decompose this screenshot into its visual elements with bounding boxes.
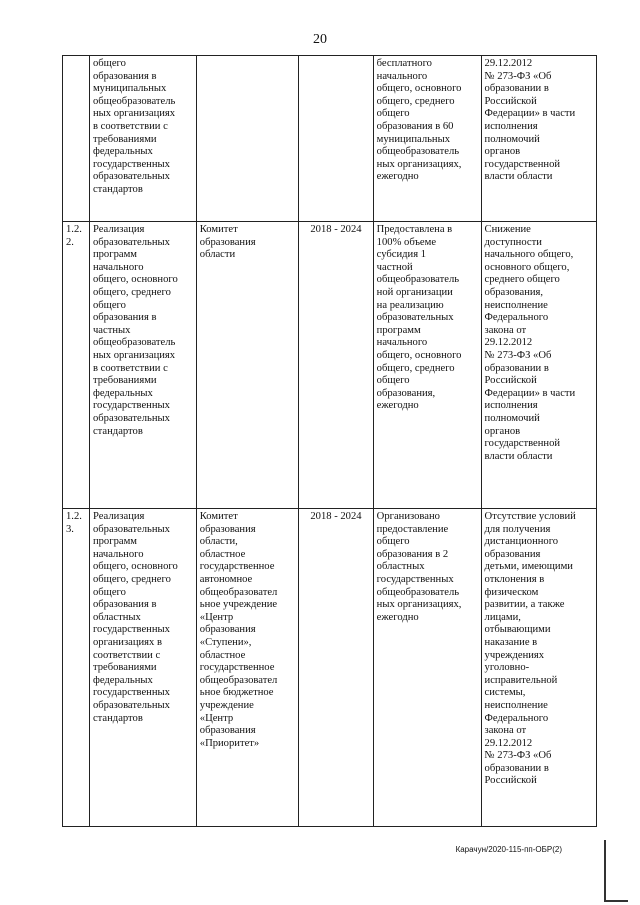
program-measures-table [62,55,597,827]
expected-result-cell: Организовано предоставление общего образования в 2 областных государственных общеобразователь ных организациях, ежегодно [373,509,481,827]
expected-result-cell: бесплатного начального общего, основного общего, среднего общего образования в 60 муниципальных общеобразователь ных организациях, ежегодно [373,56,481,222]
page-edge-mark [604,840,628,902]
executor-cell [196,56,298,222]
executor-cell: Комитет образования области [196,222,298,509]
measure-name-cell: Реализация образовательных программ начального общего, основного общего, среднего общего образования в частных общеобразователь ных организациях в соответствии с требованиями федеральных государственных образовательных стандартов [89,222,196,509]
term-cell: 2018 - 2024 [299,509,373,827]
consequences-cell: Отсутствие условий для получения дистанционного образования детьми, имеющими отклонения в физическом развитии, а также лицами, отбывающими наказание в учреждениях уголовно- исправительной системы, неисполнение Федерального закона от 29.12.2012 № 273-ФЗ «Об образовании в Российской [481,509,596,827]
consequences-cell: 29.12.2012 № 273-ФЗ «Об образовании в Российской Федерации» в части исполнения полномочий органов государственной власти области [481,56,596,222]
row-number-cell: 1.2. 2. [63,222,90,509]
table-row [63,56,597,222]
page-number: 20 [313,32,327,47]
row-number-cell: 1.2. 3. [63,509,90,827]
term-cell [299,56,373,222]
expected-result-cell: Предоставлена в 100% объеме субсидия 1 частной общеобразователь ной организации на реализацию образовательных программ начального общего, основного общего, среднего общего образования, ежегодно [373,222,481,509]
row-number-cell [63,56,90,222]
consequences-cell: Снижение доступности начального общего, основного общего, среднего общего образования, неисполнение Федерального закона от 29.12.2012 № 273-ФЗ «Об образовании в Российской Федерации» в части исполнения полномочий органов государственной власти области [481,222,596,509]
table-row [63,222,597,509]
measure-name-cell: общего образования в муниципальных общеобразователь ных организациях в соответствии с требованиями федеральных государственных образовательных стандартов [89,56,196,222]
document-code: Карачун/2020-115-пп-ОБР(2) [455,845,562,854]
measure-name-cell: Реализация образовательных программ начального общего, основного общего, среднего общего образования в областных государственных организациях в соответствии с требованиями федеральных государственных образовательных стандартов [89,509,196,827]
table-row [63,509,597,827]
executor-cell: Комитет образования области, областное государственное автономное общеобразовател ьное учреждение «Центр образования «Ступени», областное государственное общеобразовател ьное бюджетное учреждение «Центр образования «Приоритет» [196,509,298,827]
term-cell: 2018 - 2024 [299,222,373,509]
